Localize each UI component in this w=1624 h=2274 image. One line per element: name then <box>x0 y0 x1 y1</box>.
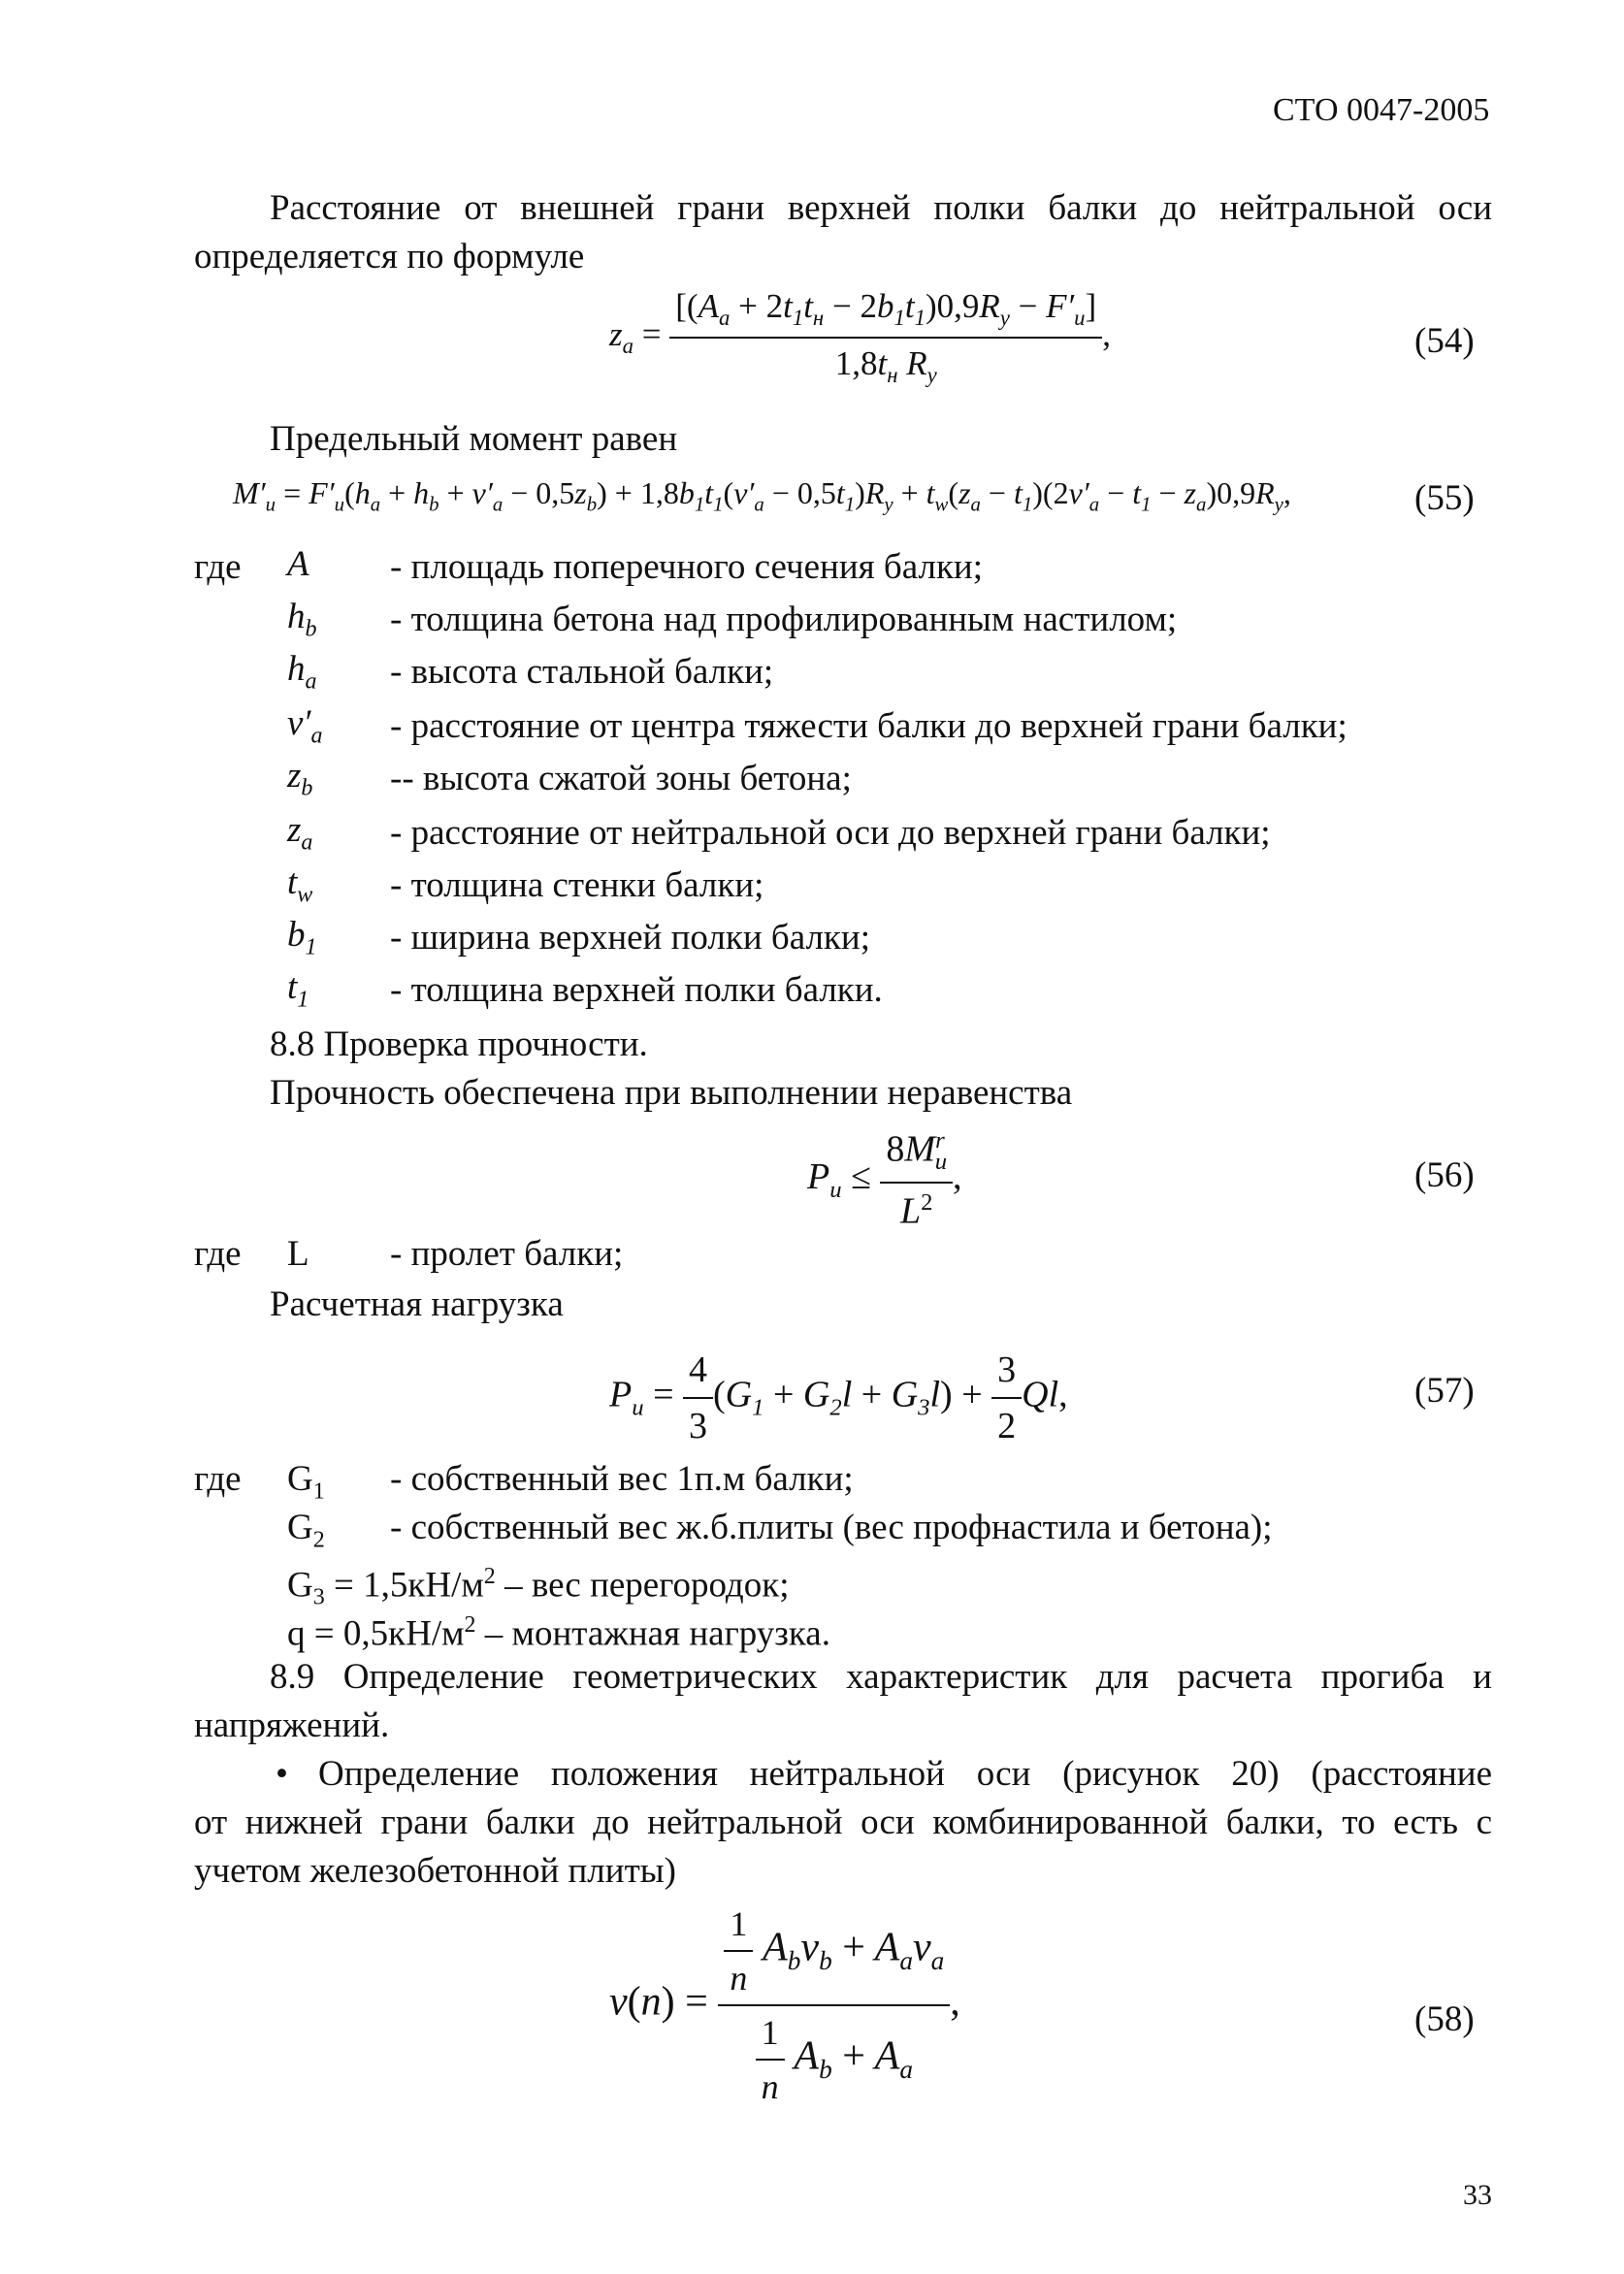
def-hb: - толщина бетона над профилированным настилом; <box>390 600 1178 639</box>
formula-56: $P_u$ ≤ $\frac{8M^r_u}{L^2}$ , <box>807 1127 962 1232</box>
symbol-t1: $t_1$ <box>287 967 309 1013</box>
symbol-za: $z_a$ <box>287 810 313 856</box>
section-8-8-title: 8.8 Проверка прочности. <box>270 1024 648 1064</box>
def-G1: - собственный вес 1п.м балки; <box>390 1459 854 1499</box>
para2: Предельный момент равен <box>270 419 678 459</box>
symbol-hb: $h_b$ <box>287 597 317 642</box>
def-G2: - собственный вес ж.б.плиты (вес профнастила и бетона); <box>390 1508 1273 1547</box>
symbol-tw: $t_w$ <box>287 862 313 908</box>
def-G3: $G_3 = 1,5кН/м^2$ – вес перегородок; <box>287 1564 790 1610</box>
def-za: - расстояние от нейтральной оси до верхней грани балки; <box>390 813 1271 853</box>
def-tw: - толщина стенки балки; <box>390 865 764 905</box>
symbol-G1: $G_1$ <box>287 1459 325 1505</box>
symbol-ha: $h_a$ <box>287 649 317 695</box>
def-t1: - толщина верхней полки балки. <box>390 970 883 1010</box>
def-q: $q = 0,5кН/м^2$ – монтажная нагрузка. <box>287 1612 830 1654</box>
where-label-2: где <box>194 1234 242 1274</box>
def-ha: - высота стальной балки; <box>390 652 774 692</box>
q-tail: – монтажная нагрузка. <box>475 1613 830 1654</box>
section-8-8-text: Прочность обеспечена при выполнении неравенства <box>270 1073 1073 1113</box>
section-8-9-line2: напряжений. <box>194 1706 390 1745</box>
symbol-A: A <box>287 544 309 584</box>
g3-value: = 1,5кН/м <box>324 1565 484 1606</box>
bullet-line3: учетом железобетонной плиты) <box>194 1851 676 1891</box>
formula-57: $P_u$ = $\frac{4}{3}$ $(G_1 + G_2l + G_3l)$ + $\frac{3}{2}$ Ql, <box>609 1349 1068 1446</box>
def-va-prime: - расстояние от центра тяжести балки до верхней грани балки; <box>390 706 1348 746</box>
symbol-L: L <box>287 1234 309 1274</box>
eq-number-58: (58) <box>1414 1999 1475 2039</box>
doc-code-header: СТО 0047-2005 <box>1273 92 1490 128</box>
bullet-line1: Определение положения нейтральной оси (рисунок 20) (расстояние <box>318 1754 1492 1794</box>
section-8-9-line1: 8.9 Определение геометрических характеристик для расчета прогиба и <box>270 1657 1492 1697</box>
q-value: q = 0,5кН/м <box>287 1613 465 1654</box>
eq-number-54: (54) <box>1414 321 1475 361</box>
page-number: 33 <box>1463 2179 1492 2211</box>
symbol-G2: $G_2$ <box>287 1508 325 1553</box>
para1-line1: Расстояние от внешней грани верхней полки балки до нейтральной оси <box>270 188 1492 228</box>
formula-55: $M'_u = F'_u(h_a + h_b + v'_a - 0,5z_b) + 1,8b_1t_1(v'_a - 0,5t_1)R_y + t_w(z_a - t_1)(2v'_a - t_1 - z_a)0,9R_y$, <box>233 475 1291 516</box>
symbol-b1: $b_1$ <box>287 915 317 960</box>
where-label-3: где <box>194 1459 242 1499</box>
eq-number-56: (56) <box>1414 1155 1475 1195</box>
symbol-zb: $z_b$ <box>287 756 313 801</box>
formula-58: v(n) = $\frac{1}{n}$ $A_bv_b + A_av_a$ $\frac{1}{n}$ $A_b + A_a$ , <box>609 1904 960 2106</box>
def-b1: - ширина верхней полки балки; <box>390 918 870 958</box>
def-L: - пролет балки; <box>390 1234 624 1274</box>
eq-number-55: (55) <box>1414 478 1475 518</box>
formula-54: $z_a$ = $\frac{[(A_a + 2t_1t_н - 2b_1t_1)0,9R_y - F'_u]}{1,8t_н R_y}$ , <box>609 287 1111 387</box>
where-label-1: где <box>194 547 242 587</box>
def-zb: -- высота сжатой зоны бетона; <box>390 759 852 798</box>
bullet-line2: от нижней грани балки до нейтральной оси комбинированной балки, то есть с <box>194 1803 1492 1842</box>
bullet-mark: • <box>276 1754 288 1794</box>
para1-line2: определяется по формуле <box>194 237 585 276</box>
def-A: - площадь поперечного сечения балки; <box>390 547 984 587</box>
eq-number-57: (57) <box>1414 1371 1475 1411</box>
symbol-va-prime: $v'_a$ <box>287 703 323 749</box>
g3-tail: – вес перегородок; <box>495 1565 790 1606</box>
para3: Расчетная нагрузка <box>270 1284 564 1324</box>
